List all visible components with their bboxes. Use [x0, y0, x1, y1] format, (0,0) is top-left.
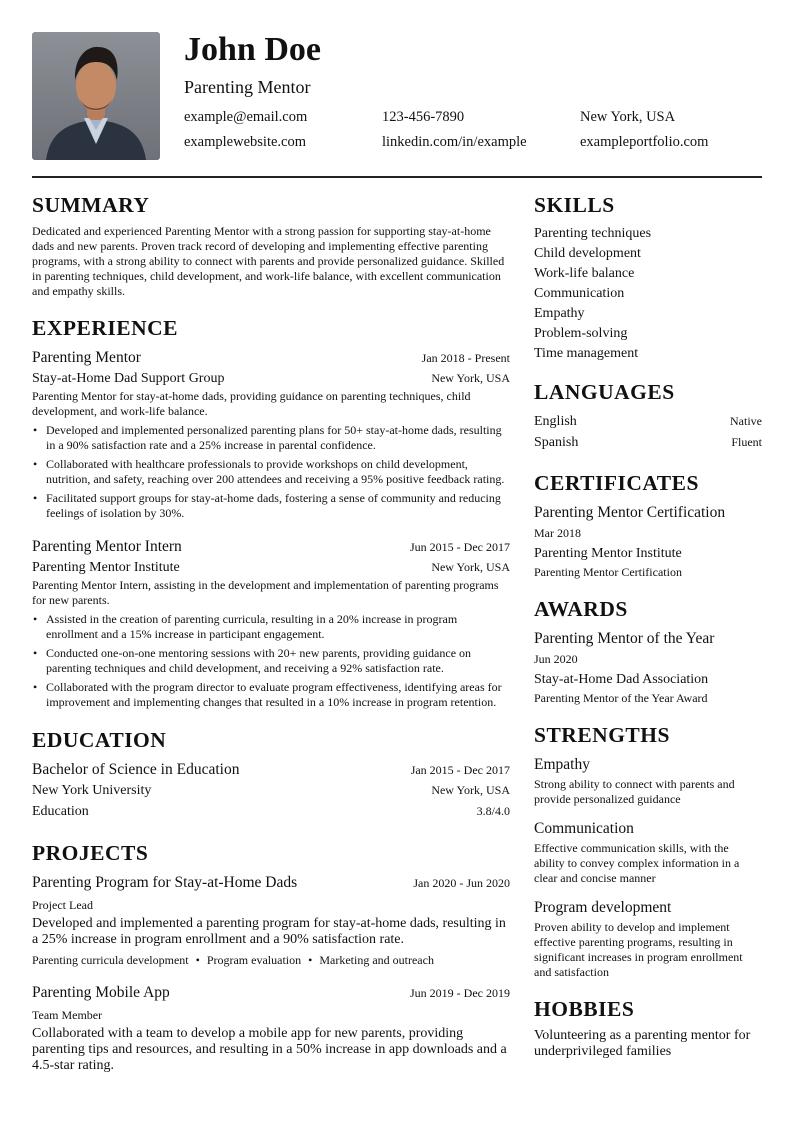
- hobbies-heading: HOBBIES: [534, 997, 635, 1021]
- award-issuer: Stay-at-Home Dad Association: [534, 672, 709, 687]
- skill-item: Problem-solving: [534, 326, 628, 341]
- certificates-heading: CERTIFICATES: [534, 471, 699, 495]
- job-bullet: • Assisted in the creation of parenting curricula, resulting in a 20% increase in program enrollment and a 15% increase in participant engagement.: [32, 612, 510, 642]
- project-tag: Parenting curricula development: [32, 953, 189, 967]
- job-title: Parenting Mentor: [32, 349, 141, 366]
- strength-item: [534, 897, 762, 980]
- candidate-name: John Doe: [184, 31, 321, 68]
- project-dates: Jan 2020 - Jun 2020: [413, 876, 510, 890]
- skills-list: [534, 224, 762, 364]
- strength-name: Communication: [534, 820, 634, 837]
- project-description: Developed and implemented a parenting program for stay-at-home dads, resulting in a 25% increase in program enrollment and a 90% satisfaction rate.: [32, 916, 506, 947]
- strength-name: Program development: [534, 899, 672, 916]
- job-bullets: [32, 612, 510, 710]
- project-item: [32, 872, 510, 969]
- experience-item: [32, 347, 510, 521]
- education-section: [32, 725, 510, 822]
- header-divider: [32, 176, 762, 178]
- language-level: Native: [730, 414, 762, 428]
- projects-section: [32, 838, 510, 1074]
- skill-item: Child development: [534, 246, 641, 261]
- job-title: Parenting Mentor Intern: [32, 538, 182, 555]
- contact-email[interactable]: example@email.com: [184, 109, 308, 125]
- languages-section: [534, 377, 762, 453]
- skill-item: Communication: [534, 286, 625, 301]
- left-column: [32, 190, 510, 1074]
- project-title: Parenting Program for Stay-at-Home Dads: [32, 874, 298, 891]
- hobbies-section: [534, 994, 762, 1060]
- strengths-heading: STRENGTHS: [534, 723, 670, 747]
- right-column: [534, 190, 762, 1074]
- skill-item: Time management: [534, 346, 639, 361]
- strength-name: Empathy: [534, 756, 590, 773]
- awards-section: [534, 594, 762, 706]
- degree: Bachelor of Science in Education: [32, 761, 240, 778]
- job-dates: Jan 2018 - Present: [421, 351, 510, 365]
- language-row: [534, 411, 762, 432]
- contact-grid: [184, 107, 762, 153]
- job-bullet: • Conducted one-on-one mentoring sessions with 20+ new parents, providing guidance on parenting techniques and child development, and receiving a 92% satisfaction rate.: [32, 646, 510, 676]
- languages-heading: LANGUAGES: [534, 380, 675, 404]
- summary-text: Dedicated and experienced Parenting Mentor with a strong passion for supporting stay-at-home dads and new parents. Proven track record of developing and implementing effective parenting programs, with a strong ability to connect with parents and provide personalized guidance. Skilled in parenting techniques, child development, and work-life balance, with excellent communication and empathy skills.: [32, 224, 505, 298]
- strength-item: [534, 754, 762, 807]
- school-location: New York, USA: [431, 783, 510, 797]
- contact-phone[interactable]: 123-456-7890: [382, 109, 465, 125]
- tag-separator: •: [195, 953, 200, 967]
- certificate-name: Parenting Mentor Certification: [534, 504, 726, 521]
- job-bullet: • Facilitated support groups for stay-at-home dads, fostering a sense of community and reducing feelings of isolation by 30%.: [32, 491, 510, 521]
- job-description: Parenting Mentor Intern, assisting in the development and implementation of parenting programs for new parents.: [32, 578, 499, 607]
- skill-item: Work-life balance: [534, 266, 635, 281]
- job-organization: Stay-at-Home Dad Support Group: [32, 371, 225, 386]
- contact-website[interactable]: examplewebsite.com: [184, 134, 306, 150]
- project-role: Team Member: [32, 1008, 103, 1022]
- job-location: New York, USA: [431, 560, 510, 574]
- contact-linkedin[interactable]: linkedin.com/in/example: [382, 134, 527, 150]
- resume-body: [32, 190, 762, 1074]
- project-tag: Program evaluation: [206, 953, 302, 967]
- language-name: English: [534, 414, 577, 429]
- projects-heading: PROJECTS: [32, 841, 149, 865]
- experience-item: [32, 536, 510, 710]
- strength-description: Strong ability to connect with parents and provide personalized guidance: [534, 777, 735, 806]
- gpa: 3.8/4.0: [476, 804, 510, 818]
- strength-description: Proven ability to develop and implement effective parenting programs, resulting in significant increases in program enrollment and satisfaction: [534, 920, 743, 979]
- summary-heading: SUMMARY: [32, 193, 150, 217]
- award-name: Parenting Mentor of the Year: [534, 630, 715, 647]
- project-description: Collaborated with a team to develop a mobile app for new parents, providing parenting tips and resources, and resulting in a 50% increase in app downloads and a 4.5-star rating.: [32, 1026, 507, 1073]
- candidate-role: Parenting Mentor: [184, 77, 311, 97]
- strength-description: Effective communication skills, with the ability to convey complex information in a clear and concise manner: [534, 841, 740, 885]
- job-bullet: • Collaborated with healthcare professionals to provide workshops on child development, nutrition, and safety, reaching over 200 attendees and receiving a 95% positive feedback rating.: [32, 457, 510, 487]
- award-description: Parenting Mentor of the Year Award: [534, 691, 708, 705]
- field-of-study: Education: [32, 804, 89, 819]
- resume-header: [32, 32, 762, 160]
- skill-item: Empathy: [534, 306, 585, 321]
- project-item: [32, 982, 510, 1074]
- job-description: Parenting Mentor for stay-at-home dads, providing guidance on parenting techniques, child development, and work-life balance.: [32, 389, 471, 418]
- job-organization: Parenting Mentor Institute: [32, 560, 180, 575]
- skill-item: Parenting techniques: [534, 226, 652, 241]
- tag-separator: •: [308, 953, 313, 967]
- job-location: New York, USA: [431, 371, 510, 385]
- awards-heading: AWARDS: [534, 597, 628, 621]
- language-level: Fluent: [731, 435, 762, 449]
- summary-section: [32, 190, 510, 299]
- project-role: Project Lead: [32, 898, 93, 912]
- profile-photo: [32, 32, 160, 160]
- project-title: Parenting Mobile App: [32, 984, 170, 1001]
- certificate-description: Parenting Mentor Certification: [534, 565, 682, 579]
- hobbies-text: Volunteering as a parenting mentor for underprivileged families: [534, 1028, 751, 1059]
- job-bullet: • Developed and implemented personalized parenting plans for 50+ stay-at-home dads, resulting in a 90% satisfaction rate and a 25% increase in parental confidence.: [32, 423, 510, 453]
- experience-heading: EXPERIENCE: [32, 316, 178, 340]
- job-dates: Jun 2015 - Dec 2017: [410, 540, 510, 554]
- education-heading: EDUCATION: [32, 728, 167, 752]
- skills-heading: SKILLS: [534, 193, 615, 217]
- strength-item: [534, 818, 762, 886]
- experience-section: [32, 313, 510, 710]
- education-dates: Jan 2015 - Dec 2017: [410, 763, 510, 777]
- header-info: [184, 32, 762, 160]
- skills-section: [534, 190, 762, 364]
- award-date: Jun 2020: [534, 652, 578, 666]
- project-tag: Marketing and outreach: [319, 953, 434, 967]
- job-bullets: [32, 423, 510, 521]
- certificates-section: [534, 468, 762, 580]
- certificate-date: Mar 2018: [534, 526, 581, 540]
- job-bullet: • Collaborated with the program director to evaluate program effectiveness, identifying areas for improvement and implementing changes that resulted in a 10% increase in program retention.: [32, 680, 510, 710]
- certificate-issuer: Parenting Mentor Institute: [534, 546, 682, 561]
- language-name: Spanish: [534, 435, 579, 450]
- contact-location: New York, USA: [580, 109, 676, 125]
- language-row: [534, 432, 762, 453]
- project-tags: [32, 951, 510, 969]
- strengths-section: [534, 720, 762, 980]
- school-name: New York University: [32, 783, 152, 798]
- project-dates: Jun 2019 - Dec 2019: [410, 986, 510, 1000]
- contact-portfolio[interactable]: exampleportfolio.com: [580, 134, 709, 150]
